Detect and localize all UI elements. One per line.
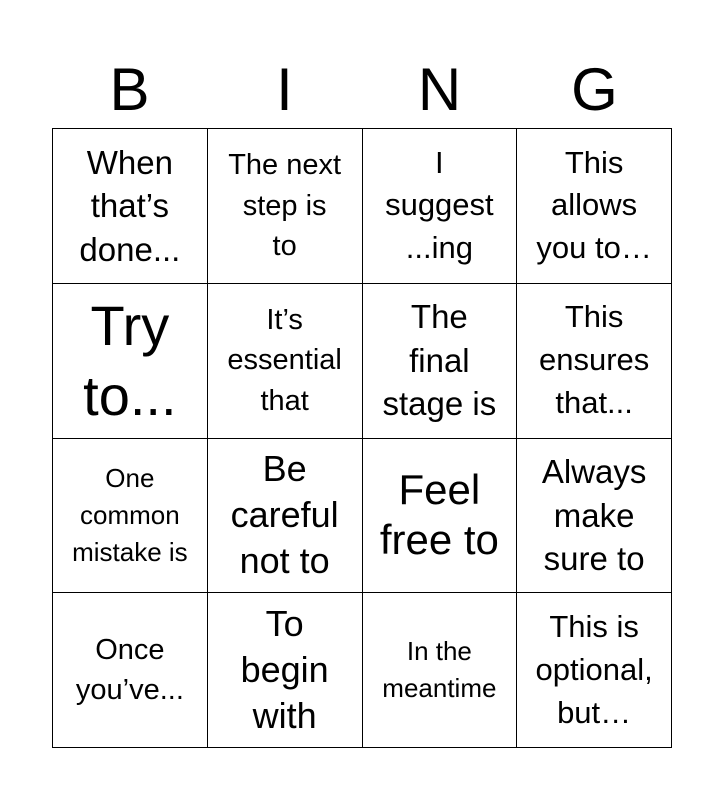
bingo-cell[interactable] [517,129,672,284]
cell-text: Once you’ve... [75,633,184,707]
bingo-cell[interactable] [363,593,518,748]
cell-text: This ensures that... [538,299,650,420]
bingo-cell[interactable] [517,284,672,439]
bingo-cell[interactable] [208,439,363,594]
cell-text: I suggest ...ing [385,144,494,266]
bingo-cell[interactable] [208,129,363,284]
header-letter-b: B [109,56,150,123]
bingo-grid [52,128,672,748]
header-letter-i: I [276,56,293,123]
bingo-cell[interactable] [517,439,672,594]
cell-text: One common mistake is [72,463,188,567]
cell-text: Try to... [83,293,177,427]
cell-text: Always make sure to [541,453,647,578]
cell-text: The next step is to [228,148,342,263]
cell-text: To begin with [240,603,329,737]
cell-text: Be careful not to [230,448,339,582]
cell-text: It’s essential that [227,303,342,417]
bingo-cell[interactable] [53,129,208,284]
bingo-header [52,52,672,128]
cell-text: In the meantime [382,636,497,704]
bingo-cell[interactable] [363,284,518,439]
bingo-cell[interactable] [363,439,518,594]
bingo-cell[interactable] [208,284,363,439]
cell-text: This allows you to… [536,144,652,266]
cell-text: When that’s done... [79,143,181,268]
header-letter-n: N [417,56,462,123]
bingo-cell[interactable] [363,129,518,284]
bingo-cell[interactable] [517,593,672,748]
bingo-cell[interactable] [53,593,208,748]
bingo-cell[interactable] [53,439,208,594]
bingo-cell[interactable] [208,593,363,748]
cell-text: Feel free to [379,465,499,564]
cell-text: The final stage is [382,298,497,423]
bingo-cell[interactable] [53,284,208,439]
header-letter-g: G [571,56,618,123]
cell-text: This is optional, but… [535,608,653,730]
